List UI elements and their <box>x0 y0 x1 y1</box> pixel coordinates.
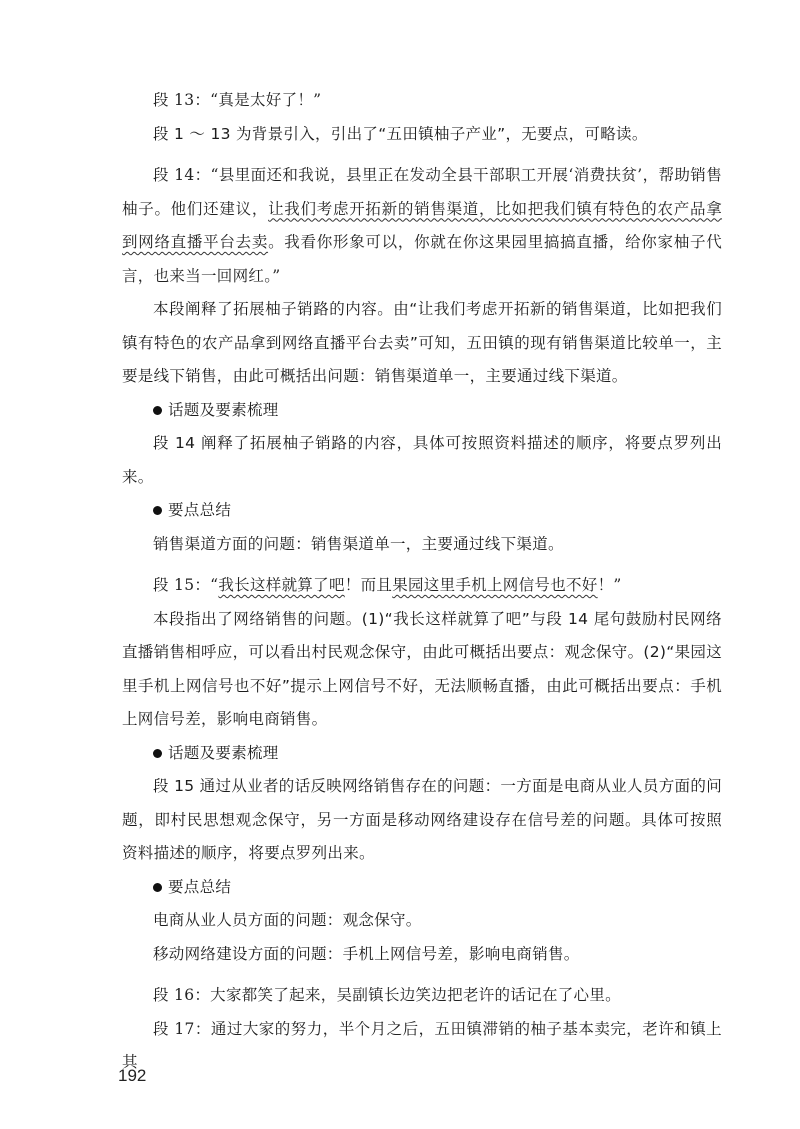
text-segment: 段 15：“ <box>153 576 219 594</box>
text-segment: 本段阐释了拓展柚子销路的内容。由“让我们考虑开拓新的销售渠道，比如把我们镇有特色的农产品拿到网络直播平台去卖”可知，五田镇的现有销售渠道比较单一，主要是线下销售，由此可概括出问题：销售渠道单一，主要通过线下渠道。 <box>122 300 722 385</box>
text-segment: ！” <box>597 576 622 594</box>
text-segment: 移动网络建设方面的问题：手机上网信号差，影响电商销售。 <box>153 944 580 963</box>
text-segment: 本段指出了网络销售的问题。(1)“我长这样就算了吧”与段 14 尾句鼓励村民网络直播销售相呼应，可以看出村民观念保守，由此可概括出要点：观念保守。(2)“果园这里手机上网信号也不好”提示上网信号不好，无法顺畅直播，由此可概括出要点：手机上网信号差，影响电商销售。 <box>122 609 722 728</box>
text-segment: 段 16：大家都笑了起来，吴副镇长边笑边把老许的话记在了心里。 <box>153 986 621 1004</box>
text-segment: 段 14 阐释了拓展柚子销路的内容，具体可按照资料描述的顺序，将要点罗列出来。 <box>122 434 722 486</box>
analysis-paragraph <box>122 904 722 938</box>
section-heading <box>122 394 722 428</box>
text-segment: 。我看你形象可以，你就在你这果园里搞搞直播，给你家柚子代言，也来当一回网红。” <box>122 233 723 285</box>
section-heading <box>122 871 722 905</box>
bullet-dot-icon <box>153 749 162 758</box>
source-quote-paragraph <box>122 159 722 293</box>
page-number: 192 <box>118 1066 147 1085</box>
bullet-dot-icon <box>153 406 162 415</box>
section-heading <box>122 737 722 771</box>
text-segment: 话题及要素梳理 <box>168 400 279 419</box>
section-heading <box>122 494 722 528</box>
bullet-dot-icon <box>153 883 162 892</box>
underlined-phrase: 让我们考虑开拓新的销售渠道，比如把我们镇有特色的农产品拿到网络直播平台去卖 <box>122 199 723 251</box>
source-quote-paragraph <box>122 569 722 603</box>
source-quote-paragraph <box>122 1013 722 1080</box>
text-segment: ！而且 <box>344 576 393 594</box>
analysis-paragraph <box>122 770 722 871</box>
text-segment: 段 13：“真是太好了！” <box>153 91 322 109</box>
text-segment: 电商从业人员方面的问题：观念保守。 <box>153 911 422 929</box>
underlined-phrase: 我长这样就算了吧 <box>218 576 345 594</box>
analysis-paragraph <box>122 528 722 562</box>
source-quote-paragraph <box>122 979 722 1013</box>
analysis-paragraph <box>122 293 722 394</box>
underlined-phrase: 果园这里手机上网信号也不好 <box>392 576 598 594</box>
bullet-dot-icon <box>153 506 162 515</box>
analysis-paragraph <box>122 427 722 494</box>
text-segment: 段 1 ～ 13 为背景引入，引出了“五田镇柚子产业”，无要点，可略读。 <box>153 124 648 143</box>
text-segment: 要点总结 <box>168 501 232 519</box>
text-segment: 要点总结 <box>168 877 232 896</box>
analysis-paragraph <box>122 118 722 152</box>
text-segment: 段 17：通过大家的努力，半个月之后，五田镇滞销的柚子基本卖完，老许和镇上其 <box>122 1019 722 1071</box>
analysis-paragraph <box>122 938 722 972</box>
page-content <box>122 84 722 1080</box>
text-segment: 销售渠道方面的问题：销售渠道单一，主要通过线下渠道。 <box>153 534 564 553</box>
source-quote-paragraph <box>122 84 722 118</box>
text-segment: 段 14：“县里面还和我说，县里正在发动全县干部职工开展‘消费扶贫’，帮助销售柚子。他们还建议， <box>122 166 722 218</box>
text-segment: 段 15 通过从业者的话反映网络销售存在的问题：一方面是电商从业人员方面的问题，即村民思想观念保守，另一方面是移动网络建设存在信号差的问题。具体可按照资料描述的顺序，将要点罗列出来。 <box>122 777 722 862</box>
analysis-paragraph <box>122 603 722 737</box>
text-segment: 话题及要素梳理 <box>168 743 279 762</box>
